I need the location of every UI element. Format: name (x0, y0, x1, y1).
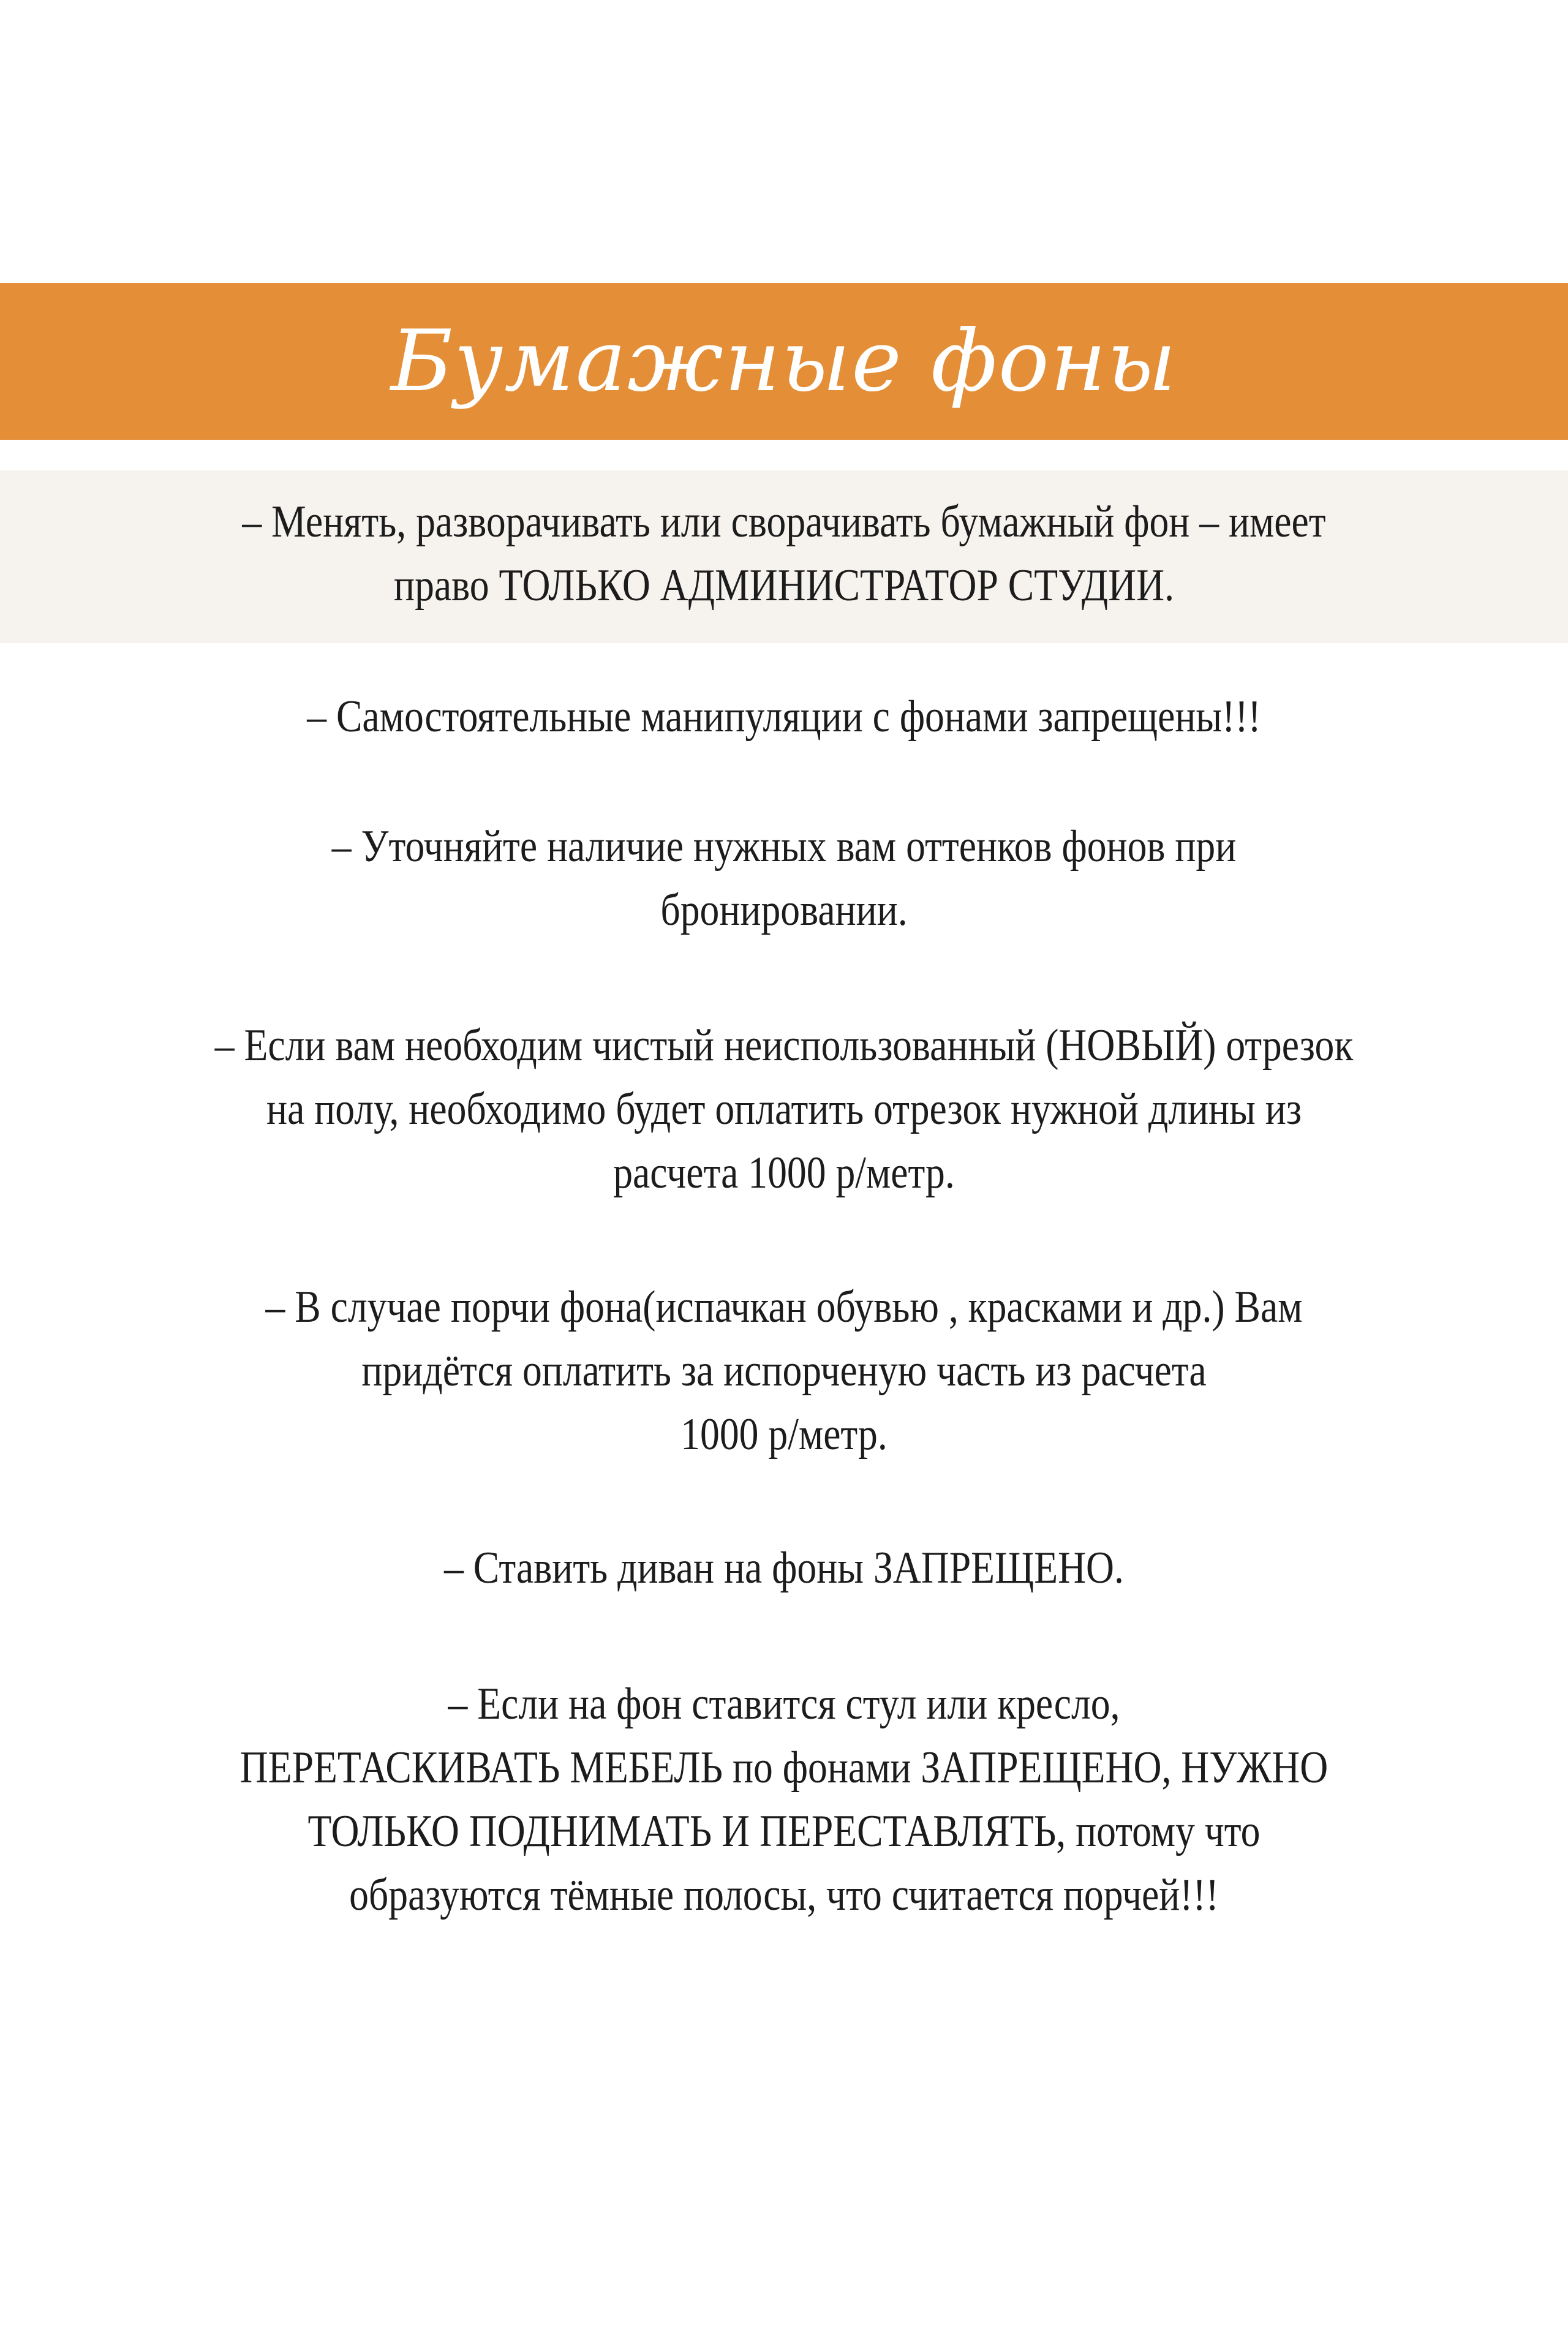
rule-line: – Самостоятельные манипуляции с фонами запрещены!!! (307, 692, 1261, 742)
rule-line: – Уточняйте наличие нужных вам оттенков фонов при (331, 821, 1237, 872)
rule-no-manipulation (110, 685, 1458, 748)
page-title: Бумажные фоны (390, 312, 1178, 410)
rule-line: ТОЛЬКО ПОДНИМАТЬ И ПЕРЕСТАВЛЯТЬ, потому что (307, 1806, 1261, 1856)
rule-line: – Менять, разворачивать или сворачивать бумажный фон – имеет (242, 497, 1326, 547)
rule-no-sofa (110, 1536, 1458, 1600)
rule-line: на полу, необходимо будет оплатить отрезок нужной длины из (266, 1084, 1302, 1134)
rule-line: 1000 р/метр. (680, 1409, 888, 1460)
rule-line: право ТОЛЬКО АДМИНИСТРАТОР СТУДИИ. (394, 560, 1174, 611)
rule-line: ПЕРЕТАСКИВАТЬ МЕБЕЛЬ по фонами ЗАПРЕЩЕНО, НУЖНО (239, 1743, 1329, 1793)
rule-line: расчета 1000 р/метр. (613, 1148, 955, 1198)
rule-check-colors (110, 815, 1458, 942)
rule-line: бронировании. (660, 885, 908, 935)
rule-admin-only (110, 490, 1458, 617)
rule-line: – Если на фон ставится стул или кресло, (448, 1679, 1120, 1729)
rule-line: образуются тёмные полосы, что считается порчей!!! (349, 1870, 1219, 1920)
rule-line: – В случае порчи фона(испачкан обувью , красками и др.) Вам (265, 1282, 1303, 1332)
rule-new-cut (110, 1014, 1458, 1205)
rule-furniture (110, 1672, 1458, 1927)
rule-line: придётся оплатить за испорченую часть из расчета (361, 1346, 1207, 1396)
rule-line: – Ставить диван на фоны ЗАПРЕЩЕНО. (444, 1543, 1124, 1593)
rule-line: – Если вам необходим чистый неиспользованный (НОВЫЙ) отрезок (214, 1020, 1354, 1071)
rule-damage (110, 1275, 1458, 1466)
